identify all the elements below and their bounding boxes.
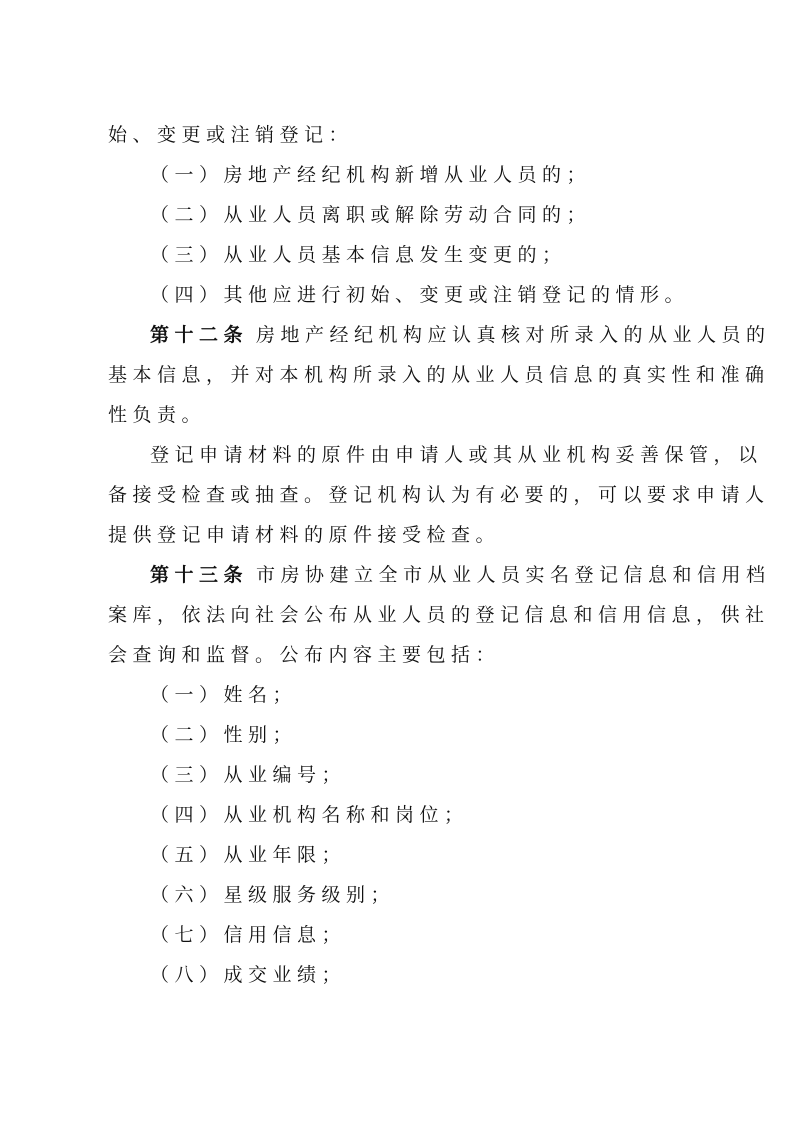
list-item: （二）从业人员离职或解除劳动合同的； [150, 204, 592, 226]
article-12-line [150, 326, 771, 345]
list-item: （四）其他应进行初始、变更或注销登记的情形。 [150, 284, 690, 306]
list-item: （三）从业编号； [150, 764, 347, 786]
article-13-heading: 第十三条 [150, 564, 249, 586]
list-item: （八）成交业绩； [150, 964, 347, 986]
article-12-line: 基本信息，并对本机构所录入的从业人员信息的真实性和准确 [108, 364, 770, 386]
paragraph-line: 备接受检查或抽查。登记机构认为有必要的，可以要求申请人 [108, 484, 770, 506]
paragraph-continuation: 始、变更或注销登记： [108, 124, 354, 146]
paragraph-line: 提供登记申请材料的原件接受检查。 [108, 524, 501, 546]
list-item: （三）从业人员基本信息发生变更的； [150, 244, 567, 266]
article-12-text: 房地产经纪机构应认真核对所录入的从业人员的 [256, 324, 771, 346]
list-item: （四）从业机构名称和岗位； [150, 804, 469, 826]
list-item: （二）性别； [150, 724, 298, 746]
article-13-text: 市房协建立全市从业人员实名登记信息和信用档 [256, 564, 771, 586]
article-12-heading: 第十二条 [150, 324, 249, 346]
article-13-line [150, 566, 771, 585]
paragraph-line: 登记申请材料的原件由申请人或其从业机构妥善保管，以 [150, 444, 763, 466]
article-12-line: 性负责。 [108, 404, 207, 426]
list-item: （一）姓名； [150, 684, 298, 706]
list-item: （六）星级服务级别； [150, 884, 396, 906]
list-item: （一）房地产经纪机构新增从业人员的； [150, 164, 592, 186]
article-13-line: 案库，依法向社会公布从业人员的登记信息和信用信息，供社 [108, 604, 770, 626]
article-13-line: 会查询和监督。公布内容主要包括： [108, 644, 501, 666]
list-item: （七）信用信息； [150, 924, 347, 946]
list-item: （五）从业年限； [150, 844, 347, 866]
